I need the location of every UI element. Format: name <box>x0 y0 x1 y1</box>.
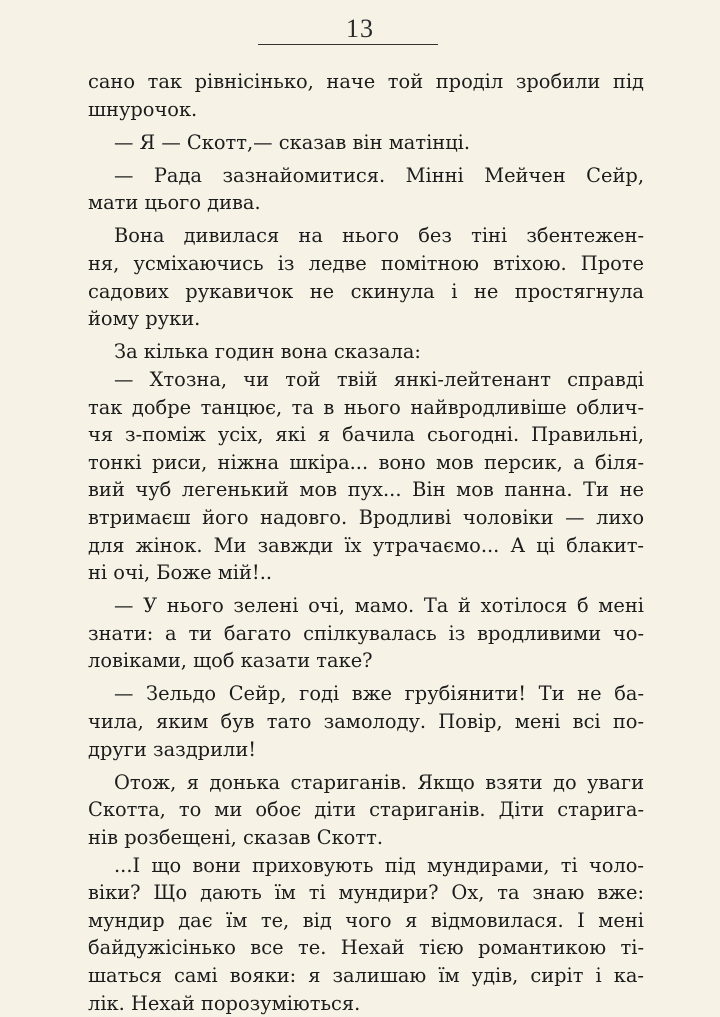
text-line: други заздрили! <box>88 736 644 764</box>
text-line: чила, яким був тато замолоду. Повір, мені всі по- <box>88 708 644 736</box>
text-line: шнурочок. <box>88 96 644 124</box>
text-line: сано так рівнісінько, наче той проділ зробили під <box>88 68 644 96</box>
text-line: Скотта, то ми обоє діти стариганів. Діти старига- <box>88 796 644 824</box>
text-line: ня, усміхаючись із ледве помітною втіхою. Проте <box>88 250 644 278</box>
text-line: втримаєш його надовго. Вродливі чоловіки — лихо <box>88 504 644 532</box>
body-text <box>88 68 644 1017</box>
text-line: лік. Нехай порозуміються. <box>88 990 644 1017</box>
text-line: шаться самі вояки: я залишаю їм удів, сиріт і ка- <box>88 962 644 990</box>
text-line: ловіками, щоб казати таке? <box>88 647 644 675</box>
header-rule <box>258 44 438 45</box>
text-line: ...І що вони приховують під мундирами, ті чоло- <box>88 852 644 880</box>
text-line: Вона дивилася на нього без тіні збентежен- <box>88 222 644 250</box>
text-line: ні очі, Боже мій!.. <box>88 559 644 587</box>
text-line: байдужісінько все те. Нехай тією романтикою ті- <box>88 934 644 962</box>
text-line: тонкі риси, ніжна шкіра... воно мов персик, а біля- <box>88 449 644 477</box>
text-line: вий чуб легенький мов пух... Він мов панна. Ти не <box>88 476 644 504</box>
text-line: садових рукавичок не скинула і не простягнула <box>88 278 644 306</box>
text-line: йому руки. <box>88 305 644 333</box>
text-line: — Хтозна, чи той твій янкі-лейтенант справді <box>88 366 644 394</box>
text-line: Отож, я донька стариганів. Якщо взяти до уваги <box>88 769 644 797</box>
text-line: — Я — Скотт,— сказав він матінці. <box>88 129 644 157</box>
text-line: знати: а ти багато спілкувалась із вродливими чо- <box>88 620 644 648</box>
text-line: так добре танцює, та в нього найвродливіше облич- <box>88 394 644 422</box>
text-line: чя з-поміж усіх, які я бачила сьогодні. Правильні, <box>88 421 644 449</box>
text-line: нів розбещені, сказав Скотт. <box>88 824 644 852</box>
text-line: віки? Що дають їм ті мундири? Ох, та знаю вже: <box>88 879 644 907</box>
text-line: мати цього дива. <box>88 189 644 217</box>
text-line: — Зельдо Сейр, годі вже грубіянити! Ти не ба- <box>88 680 644 708</box>
text-line: — Рада зазнайомитися. Мінні Мейчен Сейр, <box>88 162 644 190</box>
text-line: За кілька годин вона сказала: <box>88 338 644 366</box>
page-number: 13 <box>0 14 720 44</box>
text-line: мундир дає їм те, від чого я відмовилася. І мені <box>88 907 644 935</box>
text-line: — У нього зелені очі, мамо. Та й хотілося б мені <box>88 592 644 620</box>
text-line: для жінок. Ми завжди їх утрачаємо... А ці блакит- <box>88 532 644 560</box>
